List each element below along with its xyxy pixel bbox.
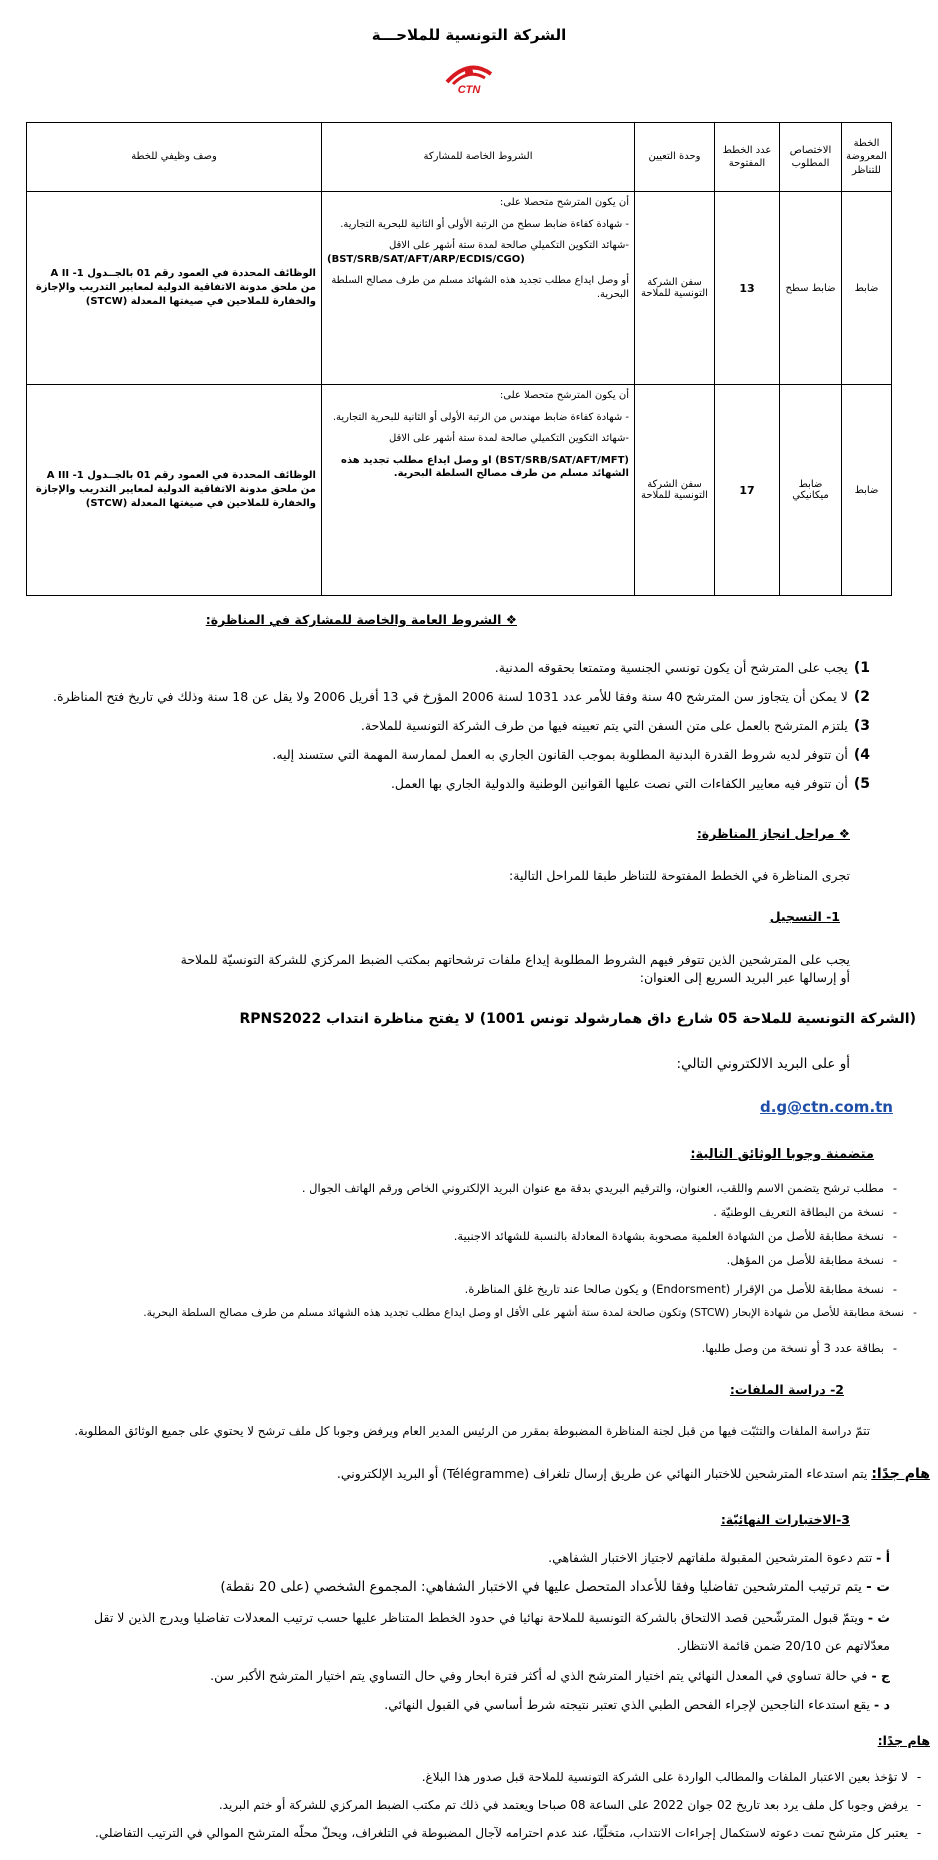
- stage-3-title: 3-الاختبارات النهائيّة:: [720, 1512, 850, 1527]
- stages-heading: ❖ مراحل انجاز المناظرة:: [696, 826, 850, 841]
- list-text: أن تتوفر لديه شروط القدرة البدنية المطلوبة بموجب القانون الجاري به العمل لممارسة المهمة التي ستسند إليه.: [272, 747, 848, 762]
- count-cell: 17: [715, 385, 780, 596]
- ctn-logo-text: CTN: [457, 84, 481, 96]
- list-item: [272, 747, 870, 763]
- table-header: الاختصاص المطلوب: [780, 123, 842, 192]
- ctn-logo: [439, 56, 499, 96]
- stage-1-title: 1- التسجيل: [769, 909, 840, 924]
- list-item: [53, 689, 870, 705]
- address: (الشركة التونسية للملاحة 05 شارع داق همارشولد تونس 1001) لا يفتح مناظرة انتداب RPNS2022: [239, 1011, 916, 1027]
- document-item: -نسخة مطابقة للأصل من الإقرار (Endorsment) و يكون صالحا عند تاريخ غلق المناظرة.: [464, 1282, 898, 1296]
- count-cell: 13: [715, 192, 780, 385]
- description-cell: الوظائف المحددة في العمود رقم 01 بالجــدول 1- A III من ملحق مدونة الاتفاقية الدولية لمعايير التدريب والإجازة والخفارة للملاحين في صيغتها المعدلة (STCW): [27, 385, 322, 596]
- final-test-text: في حالة تساوي في المعدل النهائي يتم اختيار المترشح الذي له أكثر فترة ابحار وفي حال التساوي يتم اختيار المترشح الأكبر سن.: [210, 1668, 868, 1683]
- final-test-text: ويتمّ قبول المترشّحين قصد الالتحاق بالشركة التونسية للملاحة نهائيا في حدود الخطط المتناظر عليها حسب ترتيب المعدلات تفاضليا ويدرج الذين لا تقل: [94, 1610, 864, 1625]
- condition-line: -شهائد التكوين التكميلي صالحة لمدة ستة أشهر على الاقل: [388, 240, 629, 251]
- stages-intro: تجرى المناظرة في الخطط المفتوحة للتناظر طبقا للمراحل التالية:: [509, 868, 850, 883]
- documents-heading: متضمنة وجوبا الوثائق التالية:: [690, 1147, 874, 1162]
- final-test-key: ث -: [867, 1610, 890, 1625]
- document-text: نسخة مطابقة للأصل من المؤهل.: [726, 1253, 884, 1267]
- table-header: الخطة المعروضة للتناظر: [842, 123, 892, 192]
- stage-2-text: تتمّ دراسة الملفات والتثبّت فيها من قبل لجنة المناظرة المضبوطة بمقرر من الرئيس المدير العام ويرفض وجوبا كل ملف ترشح لا يحتوي على جميع الوثائق المطلوبة.: [74, 1424, 870, 1438]
- email-intro: أو على البريد الالكتروني التالي:: [676, 1056, 850, 1072]
- plans-table: [26, 122, 892, 596]
- stage-1-text: أو إرسالها عبر البريد السريع إلى العنوان:: [639, 970, 850, 985]
- document-item: -بطاقة عدد 3 أو نسخة من وصل طلبها.: [701, 1341, 898, 1355]
- document-item: -نسخة مطابقة للأصل من الشهادة العلمية مصحوبة بشهادة المعادلة بالنسبة للشهائد الاجنبية.: [453, 1229, 898, 1243]
- final-test-item: [548, 1550, 890, 1565]
- final-test-item: [94, 1610, 890, 1625]
- unit-cell: سفن الشركة التونسية للملاحة: [635, 385, 715, 596]
- condition-line: أو وصل ايداع مطلب تجديد هذه الشهائد مسلم من طرف مصالح السلطة البحرية.: [331, 275, 629, 300]
- document-item: -نسخة من البطاقة التعريف الوطنيّة .: [713, 1205, 898, 1219]
- table-header: وحدة التعيين: [635, 123, 715, 192]
- list-text: يجب على المترشح أن يكون تونسي الجنسية ومتمتعا بحقوقه المدنية.: [494, 660, 848, 675]
- table-row: [27, 385, 892, 596]
- condition-line: -شهائد التكوين التكميلي صالحة لمدة ستة أشهر على الاقل: [388, 433, 629, 444]
- condition-line: - شهادة كفاءة ضابط مهندس من الرتبة الأولى أو الثانية للبحرية التجارية.: [332, 411, 629, 423]
- important-2-label: هام جدًا:: [877, 1733, 930, 1748]
- document-text: مطلب ترشح يتضمن الاسم واللقب، العنوان، والترقيم البريدي بدقة مع عنوان البريد الإلكتروني الخاص ورقم الهاتف الجوال .: [301, 1181, 884, 1195]
- table-header-row: [27, 123, 892, 192]
- page-title: الشركة التونسية للملاحـــة: [371, 26, 567, 44]
- note-item: -يرفض وجوبا كل ملف يرد بعد تاريخ 02 جوان 2022 على الساعة 08 صباحا ويعتمد في ذلك تم مكتب الضبط المركزي للشركة أو ختم البريد.: [218, 1798, 922, 1812]
- document-item: -نسخة مطابقة للأصل من المؤهل.: [726, 1253, 898, 1267]
- condition-line: - شهادة كفاءة ضابط سطح من الرتبة الأولى أو الثانية للبحرية التجارية.: [340, 218, 629, 230]
- list-number: 4): [853, 747, 870, 763]
- note-item: -لا تؤخذ بعين الاعتبار الملفات والمطالب الواردة على الشركة التونسية للملاحة قبل صدور هذا البلاغ.: [421, 1770, 922, 1784]
- list-number: 1): [853, 660, 870, 676]
- description-cell: الوظائف المحددة في العمود رقم 01 بالجــدول 1- A II من ملحق مدونة الاتفاقية الدولية لمعايير التدريب والإجازة والخفارة للملاحين في صيغتها المعدلة (STCW): [27, 192, 322, 385]
- stage-1-text: يجب على المترشحين الذين تتوفر فيهم الشروط المطلوبة إيداع ملفات ترشحاتهم بمكتب الضبط المركزي للشركة التونسيّة للملاحة: [180, 952, 850, 967]
- final-test-item: [384, 1697, 890, 1712]
- stage-2-title: 2- دراسة الملفات:: [729, 1382, 844, 1397]
- final-test-key: ت -: [866, 1579, 890, 1595]
- final-test-text: يقع استدعاء الناجحين لإجراء الفحص الطبي الذي تعتبر نتيجته شرط أساسي في القبول النهائي.: [384, 1697, 871, 1712]
- list-text: لا يمكن أن يتجاوز سن المترشح 40 سنة وفقا للأمر عدد 1031 لسنة 2006 المؤرخ في 13 أفريل 2006 ولا يقل عن 18 سنة وذلك في تاريخ فتح المناظرة.: [53, 689, 848, 704]
- list-number: 2): [853, 689, 870, 705]
- conditions-cell: [322, 385, 635, 596]
- conditions-cell: [322, 192, 635, 385]
- list-item: [391, 776, 870, 792]
- final-test-key: أ -: [876, 1550, 890, 1565]
- document-text: نسخة مطابقة للأصل من شهادة الإبحار (STCW) وتكون صالحة لمدة ستة أشهر على الأقل او وصل ايداع مطلب تجديد هذه الشهائد مسلم من طرف مصالح السلطة البحرية.: [143, 1306, 904, 1319]
- list-item: [361, 718, 870, 734]
- plan-cell: ضابط: [842, 385, 892, 596]
- list-number: 5): [853, 776, 870, 792]
- note-text: يعتبر كل مترشح تمت دعوته لاستكمال إجراءات الانتداب، متخلّيًا، عند عدم احترامه لآجال المضبوطة في التلغراف، ويحلّ محلّه المترشح الموالي في الترتيب التفاضلي.: [95, 1826, 908, 1840]
- condition-line: أن يكون المترشح متحصلا على:: [499, 197, 629, 208]
- final-test-item: [220, 1579, 890, 1595]
- document-text: نسخة مطابقة للأصل من الإقرار (Endorsment) و يكون صالحا عند تاريخ غلق المناظرة.: [464, 1282, 884, 1296]
- table-header: عدد الخطط المفتوحة: [715, 123, 780, 192]
- note-item: -يعتبر كل مترشح تمت دعوته لاستكمال إجراءات الانتداب، متخلّيًا، عند عدم احترامه لآجال المضبوطة في التلغراف، ويحلّ محلّه المترشح الموالي في الترتيب التفاضلي.: [95, 1826, 922, 1840]
- plan-cell: ضابط: [842, 192, 892, 385]
- document-item: -مطلب ترشح يتضمن الاسم واللقب، العنوان، والترقيم البريدي بدقة مع عنوان البريد الإلكتروني الخاص ورقم الهاتف الجوال .: [301, 1181, 898, 1195]
- document-text: نسخة من البطاقة التعريف الوطنيّة .: [713, 1205, 884, 1219]
- specialty-cell: ضابط سطح: [780, 192, 842, 385]
- condition-line: (BST/SRB/SAT/AFT/MFT) او وصل ايداع مطلب تجديد هذه الشهائد مسلم من طرف مصالح السلطة البحرية.: [341, 454, 629, 479]
- list-number: 3): [853, 718, 870, 734]
- table-row: [27, 192, 892, 385]
- list-text: أن تتوفر فيه معايير الكفاءات التي نصت عليها القوانين الوطنية والدولية الجاري بها العمل.: [390, 776, 848, 791]
- general-heading: ❖ الشروط العامة والخاصة للمشاركة في المناظرة:: [205, 612, 517, 627]
- final-test-key: ج -: [871, 1668, 890, 1683]
- document-item: -نسخة مطابقة للأصل من شهادة الإبحار (STCW) وتكون صالحة لمدة ستة أشهر على الأقل او وصل ايداع مطلب تجديد هذه الشهائد مسلم من طرف مصالح السلطة البحرية.: [143, 1306, 917, 1319]
- table-header: وصف وظيفي للخطة: [27, 123, 322, 192]
- unit-cell: سفن الشركة التونسية للملاحة: [635, 192, 715, 385]
- document-text: بطاقة عدد 3 أو نسخة من وصل طلبها.: [701, 1341, 884, 1355]
- specialty-cell: ضابط ميكانيكي: [780, 385, 842, 596]
- list-item: [495, 660, 870, 676]
- final-test-item: [210, 1668, 890, 1683]
- final-test-item: [677, 1638, 890, 1653]
- table-header: الشروط الخاصة للمشاركة: [322, 123, 635, 192]
- condition-line: (BST/SRB/SAT/AFT/ARP/ECDIS/CGO): [327, 253, 525, 265]
- final-test-text: معدّلاتهم عن 20/10 ضمن قائمة الانتظار.: [676, 1638, 890, 1653]
- note-text: لا تؤخذ بعين الاعتبار الملفات والمطالب الواردة على الشركة التونسية للملاحة قبل صدور هذا البلاغ.: [421, 1770, 908, 1784]
- important-label: هام جدًا:: [871, 1466, 930, 1482]
- important-text: يتم استدعاء المترشحين للاختبار النهائي عن طريق إرسال تلغراف (Télégramme) أو البريد الإلكتروني.: [336, 1466, 868, 1481]
- document-text: نسخة مطابقة للأصل من الشهادة العلمية مصحوبة بشهادة المعادلة بالنسبة للشهائد الاجنبية.: [453, 1229, 884, 1243]
- important-note: [337, 1466, 930, 1482]
- list-text: يلتزم المترشح بالعمل على متن السفن التي يتم تعيينه فيها من طرف الشركة التونسية للملاحة.: [360, 718, 848, 733]
- final-test-key: د -: [874, 1697, 890, 1712]
- note-text: يرفض وجوبا كل ملف يرد بعد تاريخ 02 جوان 2022 على الساعة 08 صباحا ويعتمد في ذلك تم مكتب الضبط المركزي للشركة أو ختم البريد.: [218, 1798, 908, 1812]
- final-test-text: يتم ترتيب المترشحين تفاضليا وفقا للأعداد المتحصل عليها في الاختبار الشفاهي: المجموع الشخصي (على 20 نقطة): [220, 1579, 862, 1595]
- email-link[interactable]: d.g@ctn.com.tn: [760, 1098, 893, 1116]
- final-test-text: تتم دعوة المترشحين المقبولة ملفاتهم لاجتياز الاختبار الشفاهي.: [548, 1550, 873, 1565]
- condition-line: أن يكون المترشح متحصلا على:: [499, 390, 629, 401]
